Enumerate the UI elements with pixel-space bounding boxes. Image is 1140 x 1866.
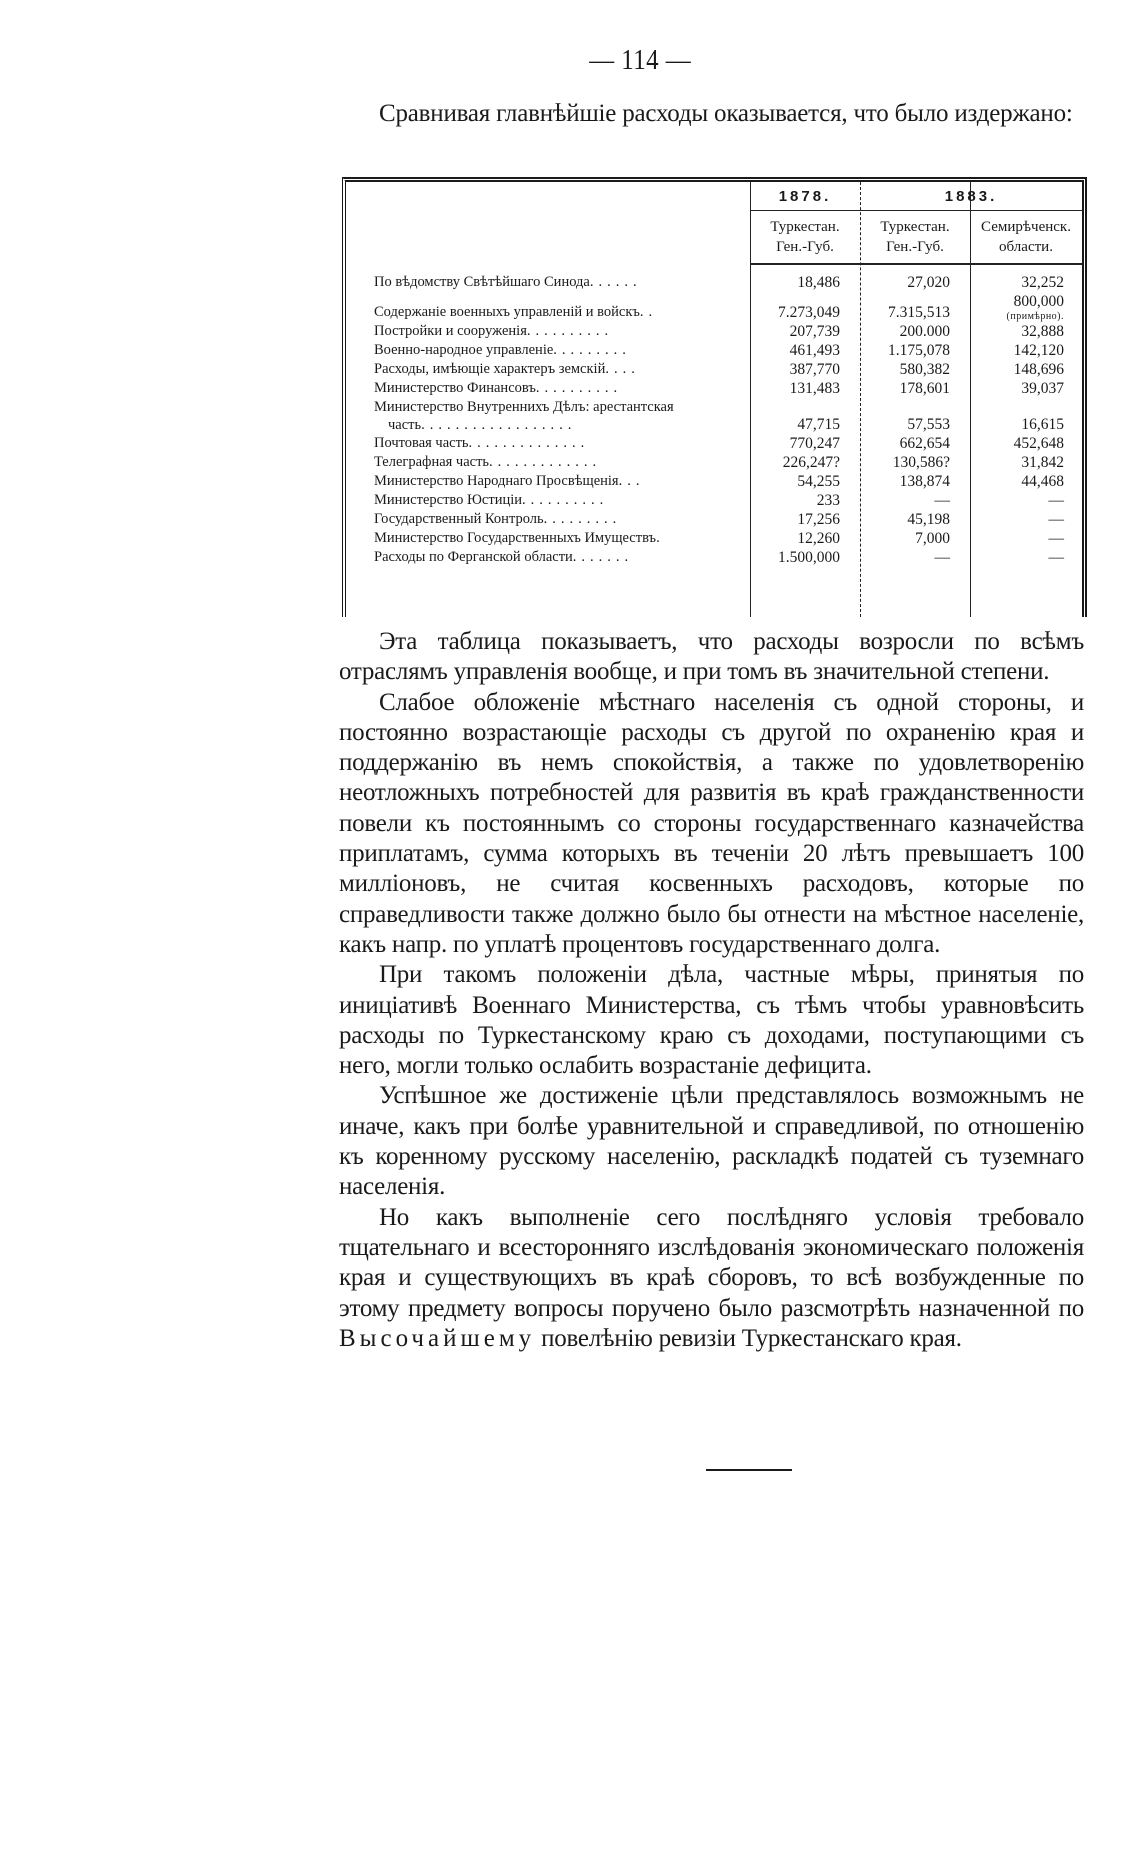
cell-1878-turkestan: 226,247?	[782, 454, 840, 471]
table-row	[346, 322, 1082, 341]
table-row	[346, 529, 1082, 548]
table-row	[346, 360, 1082, 379]
cell-value: 800,000	[1013, 293, 1065, 310]
column-header-line: Туркестан.	[880, 219, 950, 235]
row-label-text: Министерство Финансовъ	[374, 380, 536, 396]
cell-1878-turkestan: 54,255	[797, 473, 840, 490]
leader-dots: .........	[553, 342, 631, 358]
cell-1883-semirechensk	[970, 529, 1082, 548]
column-header-semirechensk-1883	[970, 211, 1082, 265]
row-label	[346, 548, 750, 567]
cell-1883-turkestan: 1.175,078	[888, 342, 950, 359]
cell-1878-turkestan: 233	[816, 492, 840, 509]
column-header-line: Ген.-Губ.	[776, 239, 834, 255]
row-label	[346, 434, 750, 453]
cell-1883-turkestan: 662,654	[899, 435, 950, 452]
row-label-text: часть	[388, 417, 422, 433]
cell-value: 142,120	[1013, 342, 1065, 359]
leader-dots: ..............	[468, 435, 590, 451]
cell-1883-turkestan: 27,020	[907, 274, 950, 291]
cell-1878-turkestan: 18,486	[797, 274, 840, 291]
cell-1883-semirechensk	[970, 341, 1082, 360]
cell-1883-turkestan: 580,382	[899, 361, 950, 378]
cell-1883-semirechensk	[970, 548, 1082, 567]
table-row	[346, 491, 1082, 510]
cell-1878-turkestan: 47,715	[797, 416, 840, 433]
leader-dots: ...	[618, 473, 645, 489]
row-label	[346, 360, 750, 379]
cell-1883-semirechensk	[970, 264, 1082, 292]
cell-1878-turkestan: 131,483	[789, 380, 840, 397]
paragraph: Эта таблица показываетъ, что расходы возросли по всѣмъ отраслямъ управленія вообще, и при томъ въ значительной степени.	[339, 628, 1084, 686]
leader-dots: .......	[572, 549, 634, 565]
paragraph-text: Но какъ выполненіе сего послѣдняго условія требовало тщательнаго и всесторонняго изслѣдованія экономическаго положенія края и существующихъ въ краѣ сборовъ, то всѣ возбужденные по этому предмету вопросы поручено было разсмотрѣть назначенной по	[339, 1203, 1084, 1322]
leader-dots: .	[656, 530, 665, 546]
cell-1883-turkestan: 7,000	[915, 530, 950, 547]
row-label	[346, 341, 750, 360]
cell-1883-semirechensk	[970, 434, 1082, 453]
row-label	[346, 264, 750, 292]
cell-value: 16,615	[1021, 416, 1065, 433]
cell-1878-turkestan: 770,247	[789, 435, 840, 452]
row-label-text: Телеграфная часть	[374, 454, 490, 470]
row-label	[346, 398, 750, 434]
cell-value: 452,648	[1013, 435, 1065, 452]
cell-value: 32,252	[1021, 274, 1065, 291]
row-label	[346, 510, 750, 529]
column-header-line: области.	[999, 239, 1053, 255]
cell-1883-semirechensk	[970, 360, 1082, 379]
column-header-line: Туркестан.	[770, 219, 840, 235]
row-label-text: Постройки и сооруженія	[374, 323, 527, 339]
cell-value: 148,696	[1013, 361, 1065, 378]
cell-1883-semirechensk	[970, 472, 1082, 491]
paragraph	[339, 1203, 1084, 1354]
cell-1878-turkestan: 387,770	[789, 361, 840, 378]
table-row	[346, 548, 1082, 567]
expenses-table	[342, 177, 1087, 617]
cell-1878-turkestan: 207,739	[789, 323, 840, 340]
table-row	[346, 379, 1082, 398]
cell-1883-semirechensk	[970, 453, 1082, 472]
year-header-1878: 1878.	[750, 182, 860, 211]
row-label	[346, 453, 750, 472]
cell-value: —	[1048, 511, 1065, 528]
leader-dots: .............	[489, 454, 602, 470]
table-row	[346, 398, 1082, 434]
cell-1883-turkestan: —	[934, 492, 950, 509]
row-label-text: Расходы по Ферганской области	[374, 549, 573, 565]
column-header-line: Ген.-Губ.	[886, 239, 944, 255]
cell-1883-semirechensk	[970, 379, 1082, 398]
leader-dots: ..........	[535, 380, 623, 396]
spaced-emphasis: Высочайшему	[339, 1324, 536, 1352]
cell-1883-turkestan: 45,198	[907, 511, 950, 528]
cell-1883-turkestan: 7.315,513	[888, 304, 950, 321]
cell-value: 39,037	[1021, 380, 1065, 397]
row-label-text: Государственный Контроль	[374, 511, 544, 527]
intro-paragraph: Сравнивая главнѣйшіе расходы оказывается, что было издержано:	[379, 100, 1073, 127]
row-label-text: Расходы, имѣющіе характеръ земскій	[374, 361, 606, 377]
paragraph: Слабое обложеніе мѣстнаго населенія съ одной стороны, и постоянно возрастающіе расходы съ другой по охраненію края и поддержанію въ немъ спокойствія, а также по удовлетворенію неотложныхъ потребностей для развитія въ краѣ гражданственности повели къ постояннымъ со стороны государственнаго казначейства приплатамъ, сумма которыхъ въ теченіи 20 лѣтъ превышаетъ 100 милліоновъ, не считая косвенныхъ расходовъ, которые по справедливости также должно было бы отнести на мѣстное населеніе, какъ напр. по уплатѣ процентовъ государственнаго долга.	[339, 688, 1084, 958]
column-header-turkestan-1883	[860, 211, 970, 265]
column-header-line: Семирѣченск.	[981, 219, 1071, 235]
table-row	[346, 341, 1082, 360]
leader-dots: ....	[605, 361, 640, 377]
cell-1883-turkestan: 178,601	[899, 380, 950, 397]
cell-1878-turkestan: 461,493	[789, 342, 840, 359]
leader-dots: ......	[589, 274, 642, 290]
row-label-text: По вѣдомству Свѣтѣйшаго Синода	[374, 274, 590, 290]
cell-1883-turkestan: 138,874	[899, 473, 950, 490]
page-number: — 114 —	[589, 44, 692, 76]
cell-1883-turkestan: 57,553	[907, 416, 950, 433]
cell-1883-turkestan: —	[934, 549, 950, 566]
row-label-text: Министерство Государственныхъ Имуществъ	[374, 530, 657, 546]
cell-value: —	[1048, 492, 1065, 509]
cell-1883-turkestan: 130,586?	[892, 454, 950, 471]
paragraph: Успѣшное же достиженіе цѣли представлялось возможнымъ не иначе, какъ при болѣе уравнительной и справедливой, по отношенію къ коренному русскому населенію, раскладкѣ податей съ туземнаго населенія.	[339, 1082, 1084, 1201]
leader-dots: ..........	[522, 492, 609, 508]
row-label-text: Почтовая часть	[374, 435, 469, 451]
table-row	[346, 434, 1082, 453]
cell-1883-semirechensk	[970, 398, 1082, 434]
cell-1883-semirechensk	[970, 510, 1082, 529]
row-label-text: Военно-народное управленіе	[374, 342, 554, 358]
table-row	[346, 264, 1082, 292]
table-row	[346, 292, 1082, 322]
table-row	[346, 510, 1082, 529]
body-text	[339, 627, 1084, 1354]
table-row	[346, 453, 1082, 472]
leader-dots: ..........	[526, 323, 614, 339]
cell-1878-turkestan: 12,260	[797, 530, 840, 547]
year-header-1883: 1883.	[860, 182, 1082, 211]
header-blank	[346, 182, 750, 264]
row-label-text: Министерство Внутреннихъ Дѣлъ: арестантская	[374, 399, 674, 415]
cell-value: —	[1048, 549, 1065, 566]
row-label	[346, 472, 750, 491]
cell-value: 44,468	[1021, 473, 1065, 490]
row-label-text: Министерство Юстиціи	[374, 492, 523, 508]
row-label	[346, 529, 750, 548]
cell-1883-semirechensk	[970, 322, 1082, 341]
cell-value: —	[1048, 530, 1065, 547]
row-label	[346, 322, 750, 341]
cell-1883-semirechensk	[970, 491, 1082, 510]
cell-1878-turkestan: 7.273,049	[778, 304, 840, 321]
end-rule	[706, 1469, 792, 1471]
cell-1878-turkestan: 17,256	[797, 511, 840, 528]
cell-1878-turkestan: 1.500,000	[778, 549, 840, 566]
leader-dots: ..................	[421, 417, 577, 433]
row-label	[346, 491, 750, 510]
row-label	[346, 379, 750, 398]
leader-dots: .........	[543, 511, 622, 527]
paragraph: При такомъ положеніи дѣла, частные мѣры, принятыя по иниціативѣ Военнаго Министерства, съ тѣмъ чтобы уравновѣсить расходы по Туркестанскому краю съ доходами, поступающими съ него, могли только ослабить возрастаніе дефицита.	[339, 961, 1084, 1080]
cell-1883-semirechensk	[970, 292, 1082, 322]
row-label-text: Содержаніе военныхъ управленій и войскъ	[374, 304, 640, 320]
paragraph-text: повелѣнію ревизіи Туркестанскаго края.	[535, 1324, 962, 1352]
leader-dots: ..	[639, 304, 658, 320]
cell-value: 31,842	[1021, 454, 1065, 471]
row-label-text: Министерство Народнаго Просвѣщенія	[374, 473, 619, 489]
cell-value: 32,888	[1021, 323, 1065, 340]
cell-1883-turkestan: 200.000	[899, 323, 950, 340]
column-header-turkestan-1878	[750, 211, 860, 265]
row-label	[346, 292, 750, 322]
cell-note: (примѣрно).	[1006, 311, 1065, 322]
table-row	[346, 472, 1082, 491]
